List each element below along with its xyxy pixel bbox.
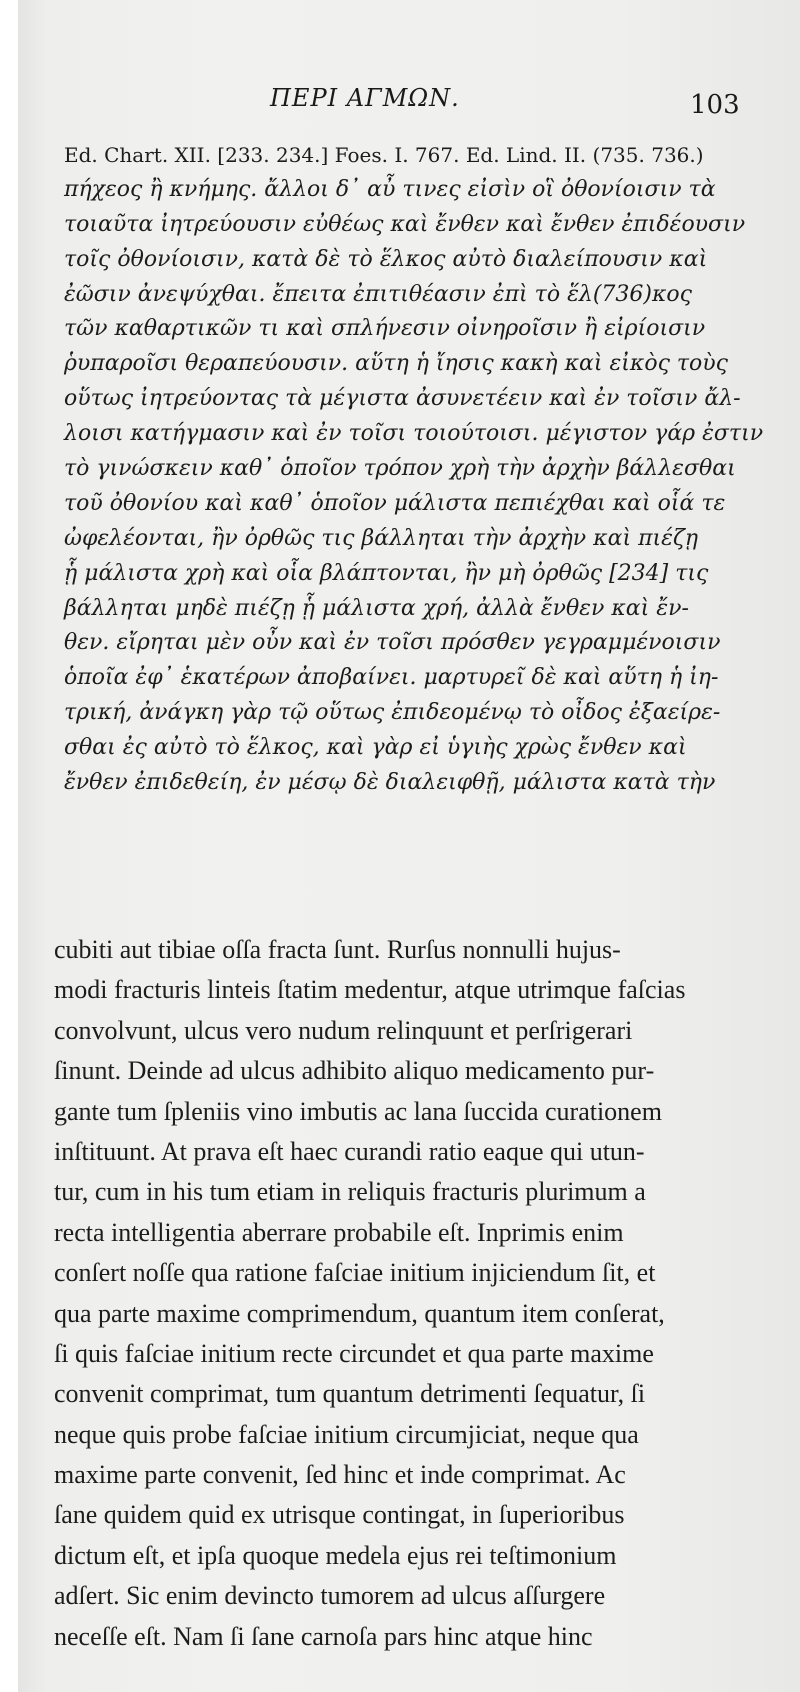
greek-text-block bbox=[64, 138, 764, 801]
greek-line: οὕτως ἰητρεύοντας τὰ μέγιστα ἀσυνετέειν καὶ ἐν τοῖσιν ἄλ- bbox=[64, 386, 741, 412]
latin-line: ſane quidem quid ex utrisque contingat, in ſuperioribus bbox=[54, 1500, 625, 1530]
latin-line: conſert noſſe qua ratione faſciae initium injiciendum ſit, et bbox=[54, 1258, 656, 1288]
greek-line: τρική, ἀνάγκη γὰρ τῷ οὕτως ἐπιδεομένῳ τὸ οἶδος ἐξαείρε- bbox=[64, 700, 721, 726]
latin-line: modi fracturis linteis ſtatim medentur, atque utrimque faſcias bbox=[54, 975, 686, 1005]
latin-line: inſtituunt. At prava eſt haec curandi ratio eaque qui utun- bbox=[54, 1136, 645, 1166]
latin-line: adſert. Sic enim devincto tumorem ad ulcus aſſurgere bbox=[54, 1581, 606, 1611]
latin-line: tur, cum in his tum etiam in reliquis fracturis plurimum a bbox=[54, 1177, 646, 1207]
greek-line: ᾗ μάλιστα χρὴ καὶ οἷα βλάπτονται, ἢν μὴ ὀρθῶς [234] τις bbox=[64, 560, 709, 586]
latin-translation-block bbox=[54, 930, 764, 1657]
greek-line: τοῦ ὀθονίου καὶ καθ᾽ ὁποῖον μάλιστα πεπιέχθαι καὶ οἷά τε bbox=[64, 490, 726, 516]
greek-line: πήχεος ἢ κνήμης. ἄλλοι δ᾽ αὖ τινες εἰσὶν οἳ ὀθονίοισιν τὰ bbox=[64, 176, 716, 202]
greek-line: τὸ γινώσκειν καθ᾽ ὁποῖον τρόπον χρὴ τὴν ἀρχὴν βάλλεσθαι bbox=[64, 456, 736, 482]
latin-line: maxime parte convenit, ſed hinc et inde comprimat. Ac bbox=[54, 1460, 626, 1490]
running-head-title: ΠΕΡΙ ΑΓΜΩΝ. bbox=[270, 84, 460, 112]
greek-line: ὁποῖα ἐφ᾽ ἑκατέρων ἀποβαίνει. μαρτυρεῖ δὲ καὶ αὕτη ἡ ἰη- bbox=[64, 665, 719, 691]
greek-line: ὠφελέονται, ἢν ὀρθῶς τις βάλληται τὴν ἀρχὴν καὶ πιέζῃ bbox=[64, 525, 699, 551]
latin-line: recta intelligentia aberrare probabile eſt. Inprimis enim bbox=[54, 1217, 624, 1247]
book-page bbox=[18, 0, 800, 1692]
greek-line: τοιαῦτα ἰητρεύουσιν εὐθέως καὶ ἔνθεν καὶ ἔνθεν ἐπιδέουσιν bbox=[64, 211, 746, 237]
greek-line: λοισι κατήγμασιν καὶ ἐν τοῖσι τοιούτοισι. μέγιστον γάρ ἐστιν bbox=[64, 421, 764, 447]
greek-line: βάλληται μηδὲ πιέζῃ ᾗ μάλιστα χρή, ἀλλὰ ἔνθεν καὶ ἔν- bbox=[64, 595, 689, 621]
latin-line: ſi quis faſciae initium recte circundet et qua parte maxime bbox=[54, 1338, 654, 1368]
greek-line: τῶν καθαρτικῶν τι καὶ σπλήνεσιν οἰνηροῖσιν ἢ εἰρίοισιν bbox=[64, 316, 706, 342]
greek-line: τοῖς ὀθονίοισιν, κατὰ δὲ τὸ ἕλκος αὐτὸ διαλείπουσιν καὶ bbox=[64, 246, 708, 272]
greek-line: σθαι ἐς αὐτὸ τὸ ἕλκος, καὶ γὰρ εἰ ὑγιὴς χρὼς ἔνθεν καὶ bbox=[64, 735, 687, 761]
latin-line: dictum eſt, et ipſa quoque medela ejus rei teſtimonium bbox=[54, 1540, 617, 1570]
latin-line: qua parte maxime comprimendum, quantum item conſerat, bbox=[54, 1298, 665, 1328]
latin-line: neque quis probe faſciae initium circumjiciat, neque qua bbox=[54, 1419, 639, 1449]
page-number: 103 bbox=[690, 90, 740, 120]
running-head bbox=[18, 82, 800, 122]
greek-line: ἔνθεν ἐπιδεθείη, ἐν μέσῳ δὲ διαλειφθῇ, μάλιστα κατὰ τὴν bbox=[64, 770, 716, 796]
latin-line: convolvunt, ulcus vero nudum relinquunt et perſrigerari bbox=[54, 1015, 633, 1045]
edition-reference-line: Ed. Chart. XII. [233. 234.] Foes. I. 767. Ed. Lind. II. (735. 736.) bbox=[64, 143, 704, 167]
latin-line: ſinunt. Deinde ad ulcus adhibito aliquo medicamento pur- bbox=[54, 1056, 655, 1086]
latin-line: convenit comprimat, tum quantum detrimenti ſequatur, ſi bbox=[54, 1379, 646, 1409]
latin-line: gante tum ſpleniis vino imbutis ac lana ſuccida curationem bbox=[54, 1096, 662, 1126]
greek-line: θεν. εἴρηται μὲν οὖν καὶ ἐν τοῖσι πρόσθεν γεγραμμένοισιν bbox=[64, 630, 721, 656]
latin-line: neceſſe eſt. Nam ſi ſane carnoſa pars hinc atque hinc bbox=[54, 1621, 593, 1651]
greek-line: ῥυπαροῖσι θεραπεύουσιν. αὕτη ἡ ἴησις κακὴ καὶ εἰκὸς τοὺς bbox=[64, 351, 728, 377]
greek-line: ἐῶσιν ἀνεψύχθαι. ἔπειτα ἐπιτιθέασιν ἐπὶ τὸ ἕλ(736)κος bbox=[64, 281, 692, 307]
latin-line: cubiti aut tibiae oſſa fracta ſunt. Rurſus nonnulli hujus- bbox=[54, 935, 621, 964]
